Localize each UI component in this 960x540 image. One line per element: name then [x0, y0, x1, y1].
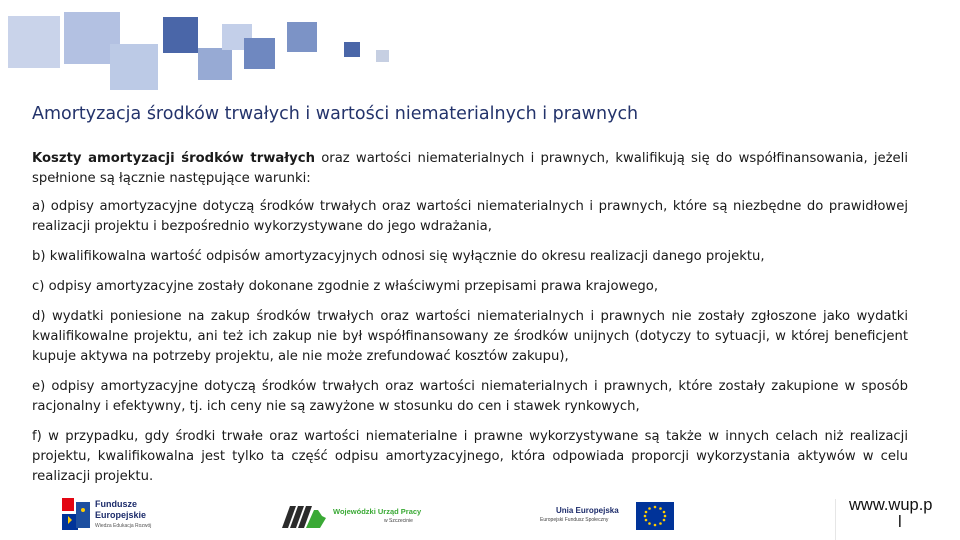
fe-line1: Fundusze [95, 499, 137, 509]
deco-square [287, 22, 317, 52]
url-line2: l [898, 513, 902, 531]
deco-square [376, 50, 389, 62]
intro-rest: oraz wartości niematerialnych i prawnych, kwalifikują się do współfinansowania, jeżeli spełnione są łącznie następujące warunki: [32, 151, 908, 186]
condition-e: e) odpisy amortyzacyjne dotyczą środków trwałych oraz wartości niematerialnych i prawnych, które zostały zakupione w sposób racjonalny i efektywny, tj. ich ceny nie są zawyżone w stosunku do cen i stawek rynkowych, [32, 379, 908, 414]
wup-emblem-icon [280, 500, 328, 530]
deco-square [163, 17, 198, 53]
condition-f: f) w przypadku, gdy środki trwałe oraz wartości niematerialne i prawne wykorzystywane są także w innych celach niż realizacji projektu, kwalifikowalna jest tylko ta część odpisu amortyzacyjnego, która odpowiada proporcji wykorzystania aktywów w celu realizacji projektu. [32, 429, 908, 484]
wup-line1: Wojewódzki Urząd Pracy [333, 507, 422, 516]
slide-title: Amortyzacja środków trwałych i wartości niematerialnych i prawnych [32, 104, 639, 124]
deco-square [110, 44, 158, 90]
fe-line3: Wiedza Edukacja Rozwój [95, 523, 152, 529]
intro-lead: Koszty amortyzacji środków trwałych [32, 151, 315, 166]
deco-square [344, 42, 360, 57]
intro-paragraph [32, 149, 908, 189]
condition-d: d) wydatki poniesione na zakup środków trwałych oraz wartości niematerialnych i prawnych nie zostały zgłoszone jako wydatki kwalifikowalne projektu, ani też ich zakup nie był współfinansowany ze środków unijnych (dotyczy to sytuacji, w której beneficjent kupuje aktywa na potrzeby projektu, ale nie może zrefundować kosztów zakupu), [32, 309, 908, 364]
fe-emblem-icon [62, 498, 90, 530]
deco-square [198, 48, 232, 80]
deco-square [8, 16, 60, 68]
footer-logos [0, 488, 960, 540]
wup-line2: w Szczecinie [384, 518, 413, 524]
ue-line2: Europejski Fundusz Społeczny [540, 517, 609, 523]
deco-square [244, 38, 275, 69]
ue-line1: Unia Europejska [556, 506, 619, 515]
fundusze-europejskie-logo [62, 496, 192, 534]
condition-a: a) odpisy amortyzacyjne dotyczą środków trwałych oraz wartości niematerialnych i prawnych, które są niezbędne do prawidłowej realizacji projektu i bezpośrednio wykorzystywane do jego wdrażania, [32, 199, 908, 234]
unia-europejska-logo [538, 500, 678, 532]
condition-c: c) odpisy amortyzacyjne zostały dokonane zgodnie z właściwymi przepisami prawa krajowego, [32, 279, 659, 294]
wup-szczecin-logo [280, 498, 430, 534]
website-url[interactable] [835, 499, 960, 540]
eu-flag-icon [636, 502, 674, 530]
condition-b: b) kwalifikowalna wartość odpisów amortyzacyjnych odnosi się wyłącznie do okresu realizacji danego projektu, [32, 249, 765, 264]
url-line1: www.wup.p [849, 499, 933, 514]
fe-line2: Europejskie [95, 510, 147, 520]
slide-body [32, 149, 908, 497]
